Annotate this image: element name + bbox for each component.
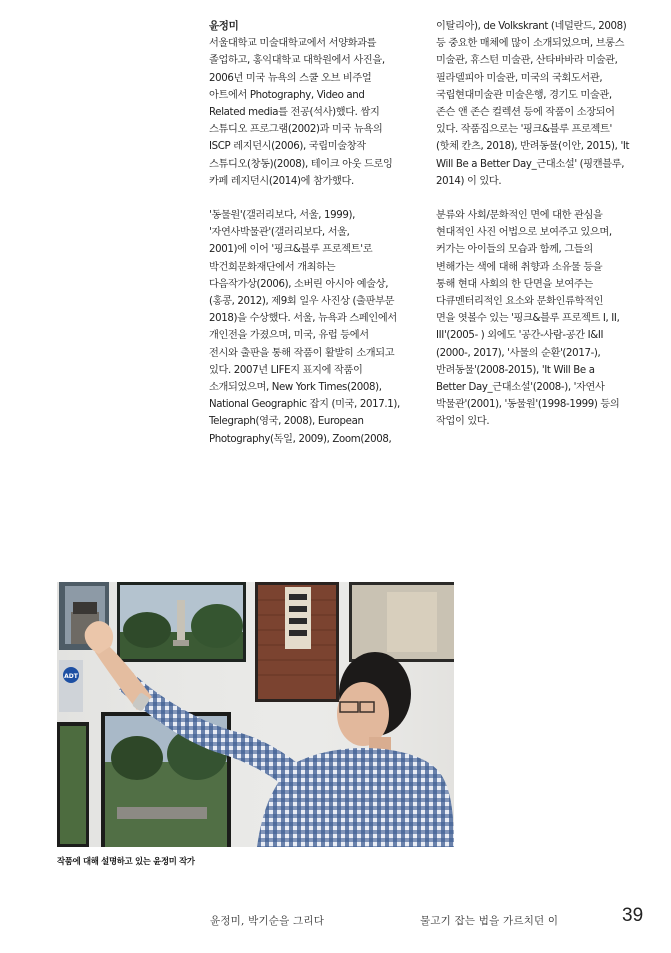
bio-name: 윤정미: [209, 20, 239, 32]
left-text-column: [209, 18, 416, 448]
artist-photo: [57, 582, 454, 847]
artist-photo-illustration: [57, 582, 454, 847]
footer-book-title: 윤정미, 박기순을 그리다: [210, 915, 325, 927]
sticker-text: ADT: [64, 673, 78, 680]
right-text-column: [436, 18, 648, 431]
page-number: 39: [622, 905, 644, 926]
bio-paragraph-4: 분류와 사회/문화적인 면에 대한 관심을 현대적인 사진 어법으로 보여주고 있으며, 커가는 아이들의 모습과 함께, 그들의 변해가는 색에 대해 취향과 소유물 등을 통해 현대 사회의 한 단면을 보여주는 다큐멘터리적인 요소와 문화인류학적인 면을 엿볼수 있는 '핑크&블루 프로젝트 I, II, III'(2005- ) 외에도 '공간-사람-공간 I&II (2000-, 2017), '사물의 순환'(2017-), 반려동물'(2008-2015), 'It Will Be a Better Day_근대소설'(2008-), '자연사 박물관'(2001), '동물원'(1998-1999) 등의 작업이 있다.: [436, 210, 620, 428]
footer-chapter-title: 물고기 잡는 법을 가르치던 이: [420, 915, 559, 927]
bio-paragraph-2: '동물원'(갤러리보다, 서울, 1999), '자연사박물관'(갤러리보다, 서울, 2001)에 이어 '핑크&블루 프로젝트'로 박건희문화재단에서 개최하는 다음작가상(2006), 소버린 아시아 예술상, (홍콩, 2012), 제9회 일우 사진상 (출판부문 2018)을 수상했다. 서울, 뉴욕과 스페인에서 개인전을 가졌으며, 미국, 유럽 등에서 전시와 출판을 통해 작품이 활발히 소개되고 있다. 2007년 LIFE지 표지에 작품이 소개되었으며, New York Times(2008), National Geographic 잡지 (미국, 2017.1), Telegraph(영국, 2008), European Photography(독일, 2009), Zoom(2008,: [209, 210, 400, 445]
bio-paragraph-1: 서울대학교 미술대학교에서 서양화과를 졸업하고, 홍익대학교 대학원에서 사진을, 2006년 미국 뉴욕의 스쿨 오브 비주얼 아트에서 Photography, Video and Related media를 전공(석사)했다. 쌈지 스튜디오 프로그램(2002)과 미국 뉴욕의 ISCP 레지던시(2006), 국립미술창작 스튜디오(창동)(2008), 테이크 아웃 드로잉 카페 레지던시(2014)에 참가했다.: [209, 38, 393, 187]
photo-caption: 작품에 대해 설명하고 있는 윤정미 작가: [57, 856, 195, 866]
bio-paragraph-3: 이탈리아), de Volkskrant (네덜란드, 2008) 등 중요한 매체에 많이 소개되었으며, 브롱스 미술관, 휴스턴 미술관, 산타바바라 미술관, 필라델피아 미술관, 미국의 국회도서관, 국립현대미술관 미술은행, 경기도 미술관, 존슨 앤 존슨 컬렉션 등에 작품이 소장되어 있다. 작품집으로는 '핑크&블루 프로젝트' (핫체 칸츠, 2018), 반려동물(이안, 2015), 'It Will Be a Better Day_근대소설' (핑캔블루, 2014) 이 있다.: [436, 21, 630, 187]
